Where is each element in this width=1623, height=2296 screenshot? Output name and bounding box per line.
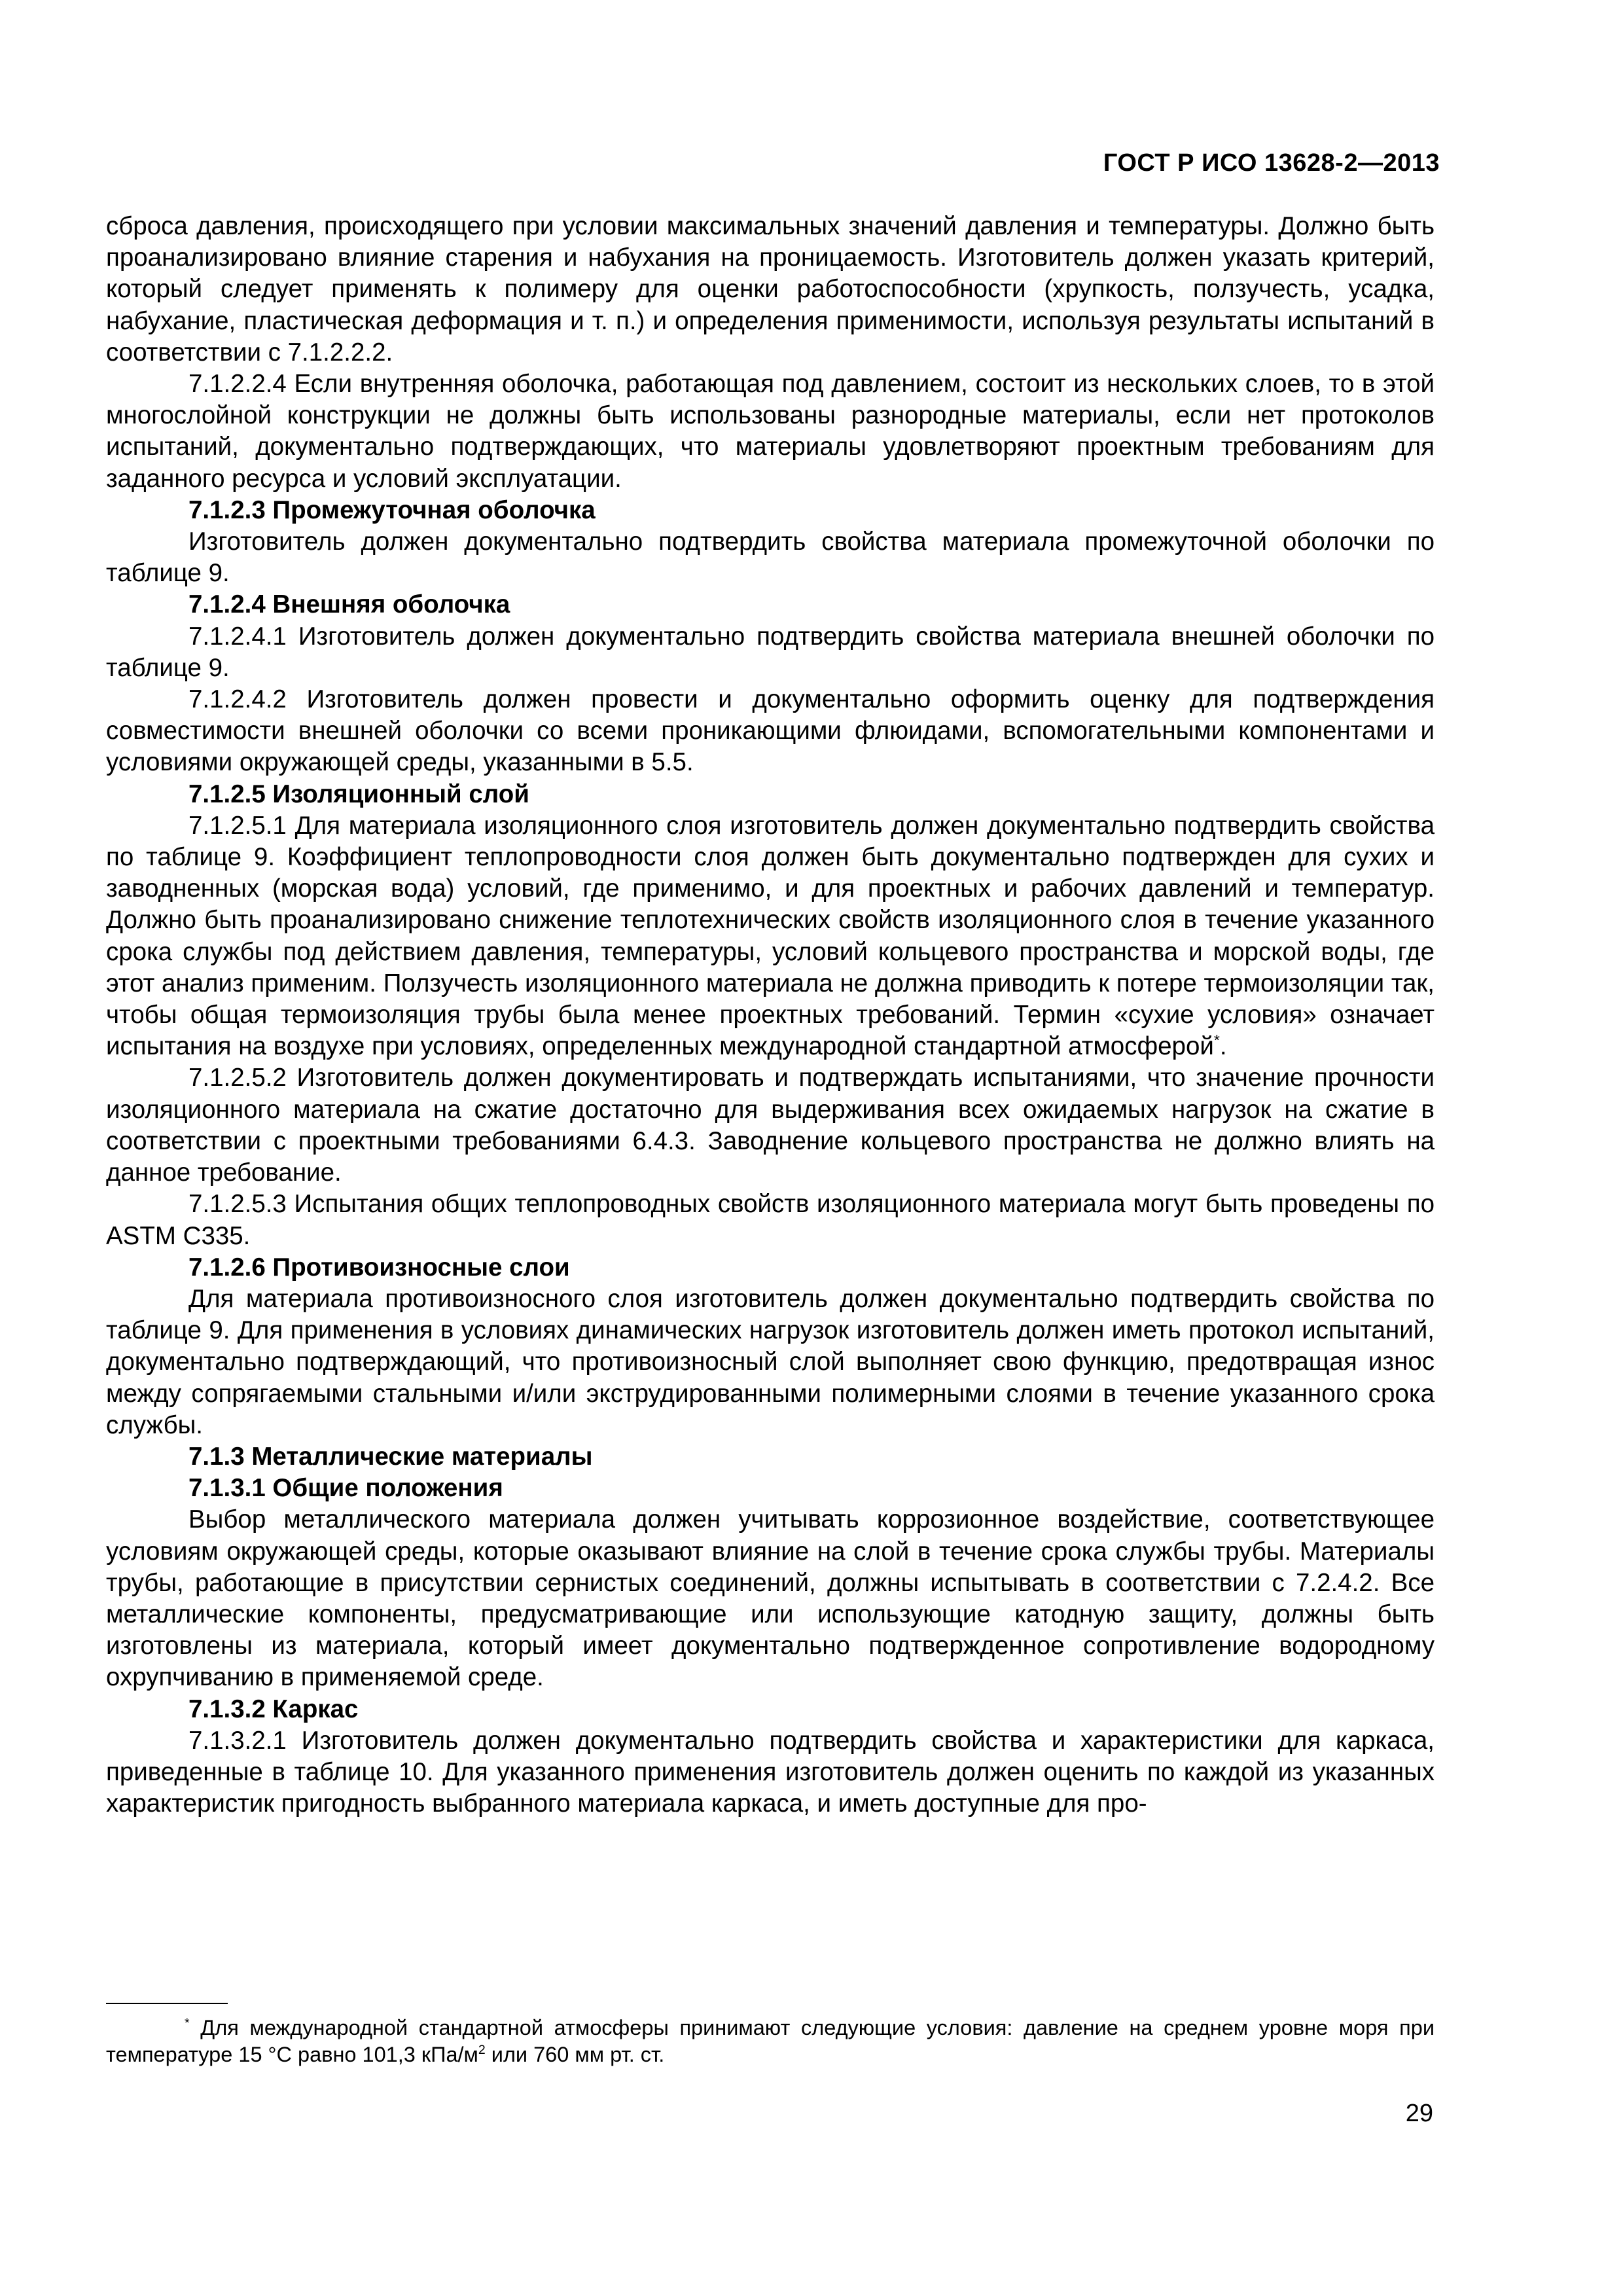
paragraph-tail: . <box>1219 1032 1227 1061</box>
paragraph <box>106 684 1435 779</box>
footnote-superscript: 2 <box>478 2043 486 2058</box>
paragraph-continued <box>106 211 1435 368</box>
paragraph <box>106 621 1435 684</box>
paragraph <box>106 368 1435 495</box>
paragraph <box>106 526 1435 589</box>
paragraph-text: Выбор металлического материала должен учитывать коррозионное воздействие, соответствующее условиям окружающей среды, которые оказывают влияние на слой в течение срока службы трубы. Материалы трубы, работающие в присутствии сернистых соединений, должны испытывать в соответствии с 7.2.4.2. Все металлические компоненты, предусматривающие или использующие катодную защиту, должны быть изготовлены из материала, который имеет документально подтвержденное сопротивление водородному охрупчиванию в применяемой среде. <box>106 1505 1435 1692</box>
paragraph-text: 7.1.2.4 Внешняя оболочка <box>188 590 510 619</box>
paragraph-text: 7.1.3.2.1 Изготовитель должен документально подтвердить свойства и характеристики для каркаса, приведенные в таблице 10. Для указанного применения изготовитель должен оценить по каждой из указанных характеристик пригодность выбранного материала каркаса, и иметь доступные для про- <box>106 1726 1435 1818</box>
paragraph-text: 7.1.2.5.2 Изготовитель должен документировать и подтверждать испытаниями, что значение прочности изоляционного материала на сжатие достаточно для выдерживания всех ожидаемых нагрузок на сжатие в соответствии с проектными требованиями 6.4.3. Заводнение кольцевого пространства не должно влиять на данное требование. <box>106 1064 1435 1187</box>
footnote-marker: * <box>185 2016 190 2031</box>
paragraph-text: 7.1.2.4.2 Изготовитель должен провести и документально оформить оценку для подтверждения совместимости внешней оболочки со всеми проникающими флюидами, вспомогательными компонентами и условиями окружающей среды, указанными в 5.5. <box>106 685 1435 777</box>
section-heading <box>106 1441 1435 1473</box>
paragraph-text: 7.1.2.5 Изоляционный слой <box>188 780 529 808</box>
section-heading <box>106 1252 1435 1283</box>
paragraph <box>106 1189 1435 1251</box>
paragraph <box>106 1062 1435 1189</box>
paragraph-text: Для материала противоизносного слоя изготовитель должен документально подтвердить свойства по таблице 9. Для применения в условиях динамических нагрузок изготовитель должен иметь протокол испытаний, документально подтверждающий, что противоизносный слой выполняет свою функцию, предотвращая износ между сопрягаемыми стальными и/или экструдированными полимерными слоями в течение указанного срока службы. <box>106 1284 1435 1439</box>
section-heading <box>106 1694 1435 1725</box>
paragraph-text: 7.1.2.6 Противоизносные слои <box>188 1253 570 1282</box>
section-heading <box>106 779 1435 810</box>
footnote-reference: * <box>1213 1031 1220 1049</box>
paragraph-text: 7.1.3.1 Общие положения <box>188 1474 503 1503</box>
paragraph-text: 7.1.2.3 Промежуточная оболочка <box>188 495 596 524</box>
page-number: 29 <box>1405 2100 1433 2127</box>
paragraph <box>106 1504 1435 1693</box>
paragraph <box>106 1283 1435 1441</box>
section-heading <box>106 495 1435 526</box>
footnote <box>106 2015 1435 2068</box>
paragraph-text: 7.1.2.2.4 Если внутренняя оболочка, работающая под давлением, состоит из нескольких слоев, то в этой многослойной конструкции не должны быть использованы разнородные материалы, если нет протоколов испытаний, документально подтверждающих, что материалы удовлетворяют проектным требованиям для заданного ресурса и условий эксплуатации. <box>106 370 1435 493</box>
paragraph-text: 7.1.2.5.1 Для материала изоляционного слоя изготовитель должен документально подтвердить свойства по таблице 9. Коэффициент теплопроводности слоя должен быть документально подтвержден для сухих и заводненных (морская вода) условий, где применимо, и для проектных и рабочих давлений и температур. Должно быть проанализировано снижение теплотехнических свойств изоляционного слоя в течение указанного срока службы под действием давления, температуры, условий кольцевого пространства и морской воды, где этот анализ применим. Ползучесть изоляционного материала не должна приводить к потере термоизоляции так, чтобы общая термоизоляция трубы была менее проектных требований. Термин «сухие условия» означает испытания на воздухе при условиях, определенных международной стандартной атмосферой <box>106 811 1435 1061</box>
section-heading <box>106 1473 1435 1504</box>
footnote-text-before: Для международной стандартной атмосферы принимают следующие условия: давление на среднем уровне моря при температуре 15 °С равно 101,3 кПа/м <box>106 2016 1435 2066</box>
paragraph <box>106 1725 1435 1820</box>
paragraph-text: 7.1.3 Металлические материалы <box>188 1442 593 1471</box>
footnote-text-after: или 760 мм рт. ст. <box>485 2043 665 2066</box>
document-code-header: ГОСТ Р ИСО 13628-2—2013 <box>1103 149 1440 177</box>
footnote-separator <box>106 2003 228 2004</box>
paragraph-text: 7.1.2.4.1 Изготовитель должен документально подтвердить свойства материала внешней оболочки по таблице 9. <box>106 622 1435 682</box>
body-text <box>106 211 1435 1820</box>
paragraph-text: Изготовитель должен документально подтвердить свойства материала промежуточной оболочки по таблице 9. <box>106 528 1435 588</box>
paragraph-text: 7.1.2.5.3 Испытания общих теплопроводных свойств изоляционного материала могут быть проведены по ASTM C335. <box>106 1190 1435 1250</box>
paragraph-text: сброса давления, происходящего при условии максимальных значений давления и температуры. Должно быть проанализировано влияние старения и набухания на проницаемость. Изготовитель должен указать критерий, который следует применять к полимеру для оценки работоспособности (хрупкость, ползучесть, усадка, набухание, пластическая деформация и т. п.) и определения применимости, используя результаты испытаний в соответствии с 7.1.2.2.2. <box>106 212 1435 367</box>
paragraph <box>106 810 1435 1063</box>
section-heading <box>106 589 1435 620</box>
paragraph-text: 7.1.3.2 Каркас <box>188 1695 359 1723</box>
